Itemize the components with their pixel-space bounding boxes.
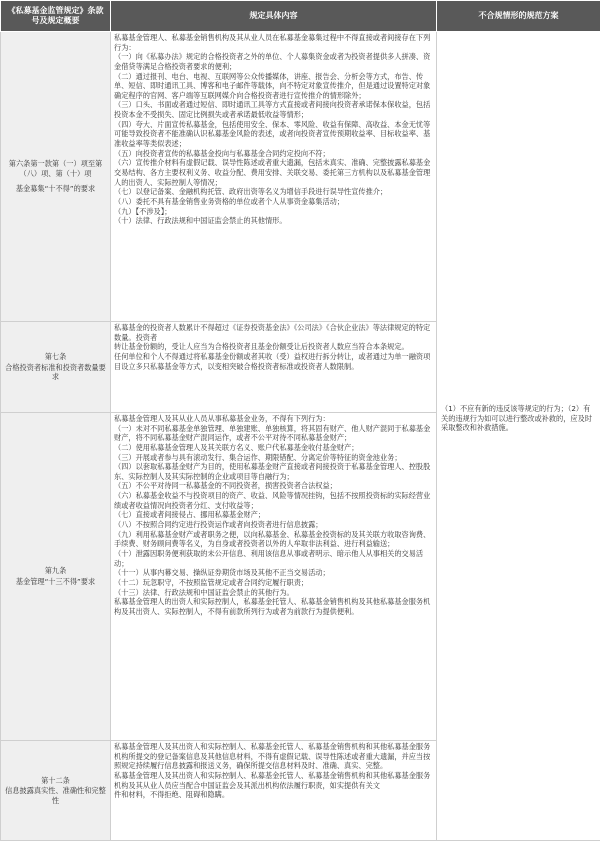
article-number: 第六条第一款第（一）项至第（八）项、第（十）项 [8,159,103,178]
article-cell [1,32,111,322]
article-summary: 信息披露真实性、准确性和完整性 [5,786,106,805]
article-summary: 合格投资者标准和投资者数量要求 [5,362,106,382]
content-line: （六）私募基金收益不与投资项目的资产、收益、风险等情况挂钩，包括不按照投资标的实际经营业绩或者收益情况向投资者分红、支付收益等； [114,491,431,510]
article-number: 第七条 [44,352,67,362]
content-line: （八）委托不具有基金销售业务资格的单位或者个人从事资金募集活动； [114,196,345,206]
content-line: （八）不按照合同约定进行投资运作或者向投资者进行信息披露； [114,520,323,530]
content-line: （二）使用私募基金管理人及其关联方名义、账户代私募基金收付基金财产； [114,442,359,452]
article-cell [1,741,111,841]
content-line: （二）通过报刊、电台、电视、互联网等公众传播媒体，讲座、报告会、分析会等方式，布告、传单、短信、即时通讯工具、博客和电子邮件等载体，向不特定对象宣传推介，但是通过设置特定对象确定程序的官网、客户端等互联网媒介向合格投资者进行宣传推介的情形除外； [114,71,431,100]
content-line: （一）未对不同私募基金单独管理、单独建账、单独核算，将其固有财产、他人财产混同于私募基金财产，将不同私募基金财产混同运作，或者不公平对待不同私募基金财产； [114,423,431,443]
content-line: 转让基金份额的，受让人应当为合格投资者且基金份额受让后投资者人数应当符合本条规定。 [114,342,409,352]
content-line: （四）夸大、片面宣传私募基金，包括使用安全、保本、零风险、收益有保障、高收益、本金无忧等可能导致投资者不能准确认识私募基金风险的表述，或者向投资者宣传预期收益率、目标收益率、基准收益率等类似表述； [114,119,431,149]
content-line: （三）口头、书面或者通过短信、即时通讯工具等方式直接或者间接向投资者承诺保本保收益，包括投资本金不受损失、固定比例损失或者承诺最低收益等情形； [114,100,431,120]
content-line: 件和材料，不得拒绝、阻碍和隐瞒。 [114,790,230,800]
content-line: （四）以套取私募基金财产为目的，使用私募基金财产直接或者间接投资于私募基金管理人、控股股东、实际控制人及其实际控制的企业或项目等自融行为； [114,462,431,481]
article-summary: 基金募集“十不得”的要求 [15,184,96,194]
header-article: 《私募基金监管规定》条款号及规定概要 [1,1,111,32]
content-line: （十三）法律、行政法规和中国证监会禁止的其他行为。 [114,587,294,597]
article-cell [1,322,111,413]
table-row [1,32,600,322]
content-cell [111,413,437,741]
article-cell [1,413,111,741]
content-line: （一）向《私募办法》规定的合格投资者之外的单位、个人募集资金或者为投资者提供多人拼凑、资金借贷等满足合格投资者要求的便利； [114,52,431,71]
content-line: （五）向投资者宣传的私募基金投向与私募基金合同约定投向不符； [114,148,330,158]
content-line: 私募基金的投资者人数累计不得超过《证券投资基金法》《公司法》《合伙企业法》等法律规定的特定数量。投资者 [114,323,431,342]
header-content: 规定具体内容 [111,1,437,32]
content-line: （九）【不涉及】； [114,206,172,216]
content-line: （十）法律、行政法规和中国证监会禁止的其他情形。 [114,216,287,226]
content-cell [111,32,437,322]
article-summary: 基金管理“十三不得”要求 [15,577,96,586]
content-line: （十二）玩忽职守，不按照监管规定或者合同约定履行职责； [114,577,309,587]
content-cell [111,322,437,413]
content-line: 私募基金管理人的出资人和实际控制人，私募基金托管人、私募基金销售机构及其他私募基金服务机构及其出资人、实际控制人，不得有前款所列行为或者为前款行为提供便利。 [114,597,431,616]
content-line: 私募基金管理人、私募基金销售机构及其从业人员在私募基金募集过程中不得直接或者间接存在下列行为： [114,33,431,52]
content-line: （十一）从事内幕交易、操纵证券期货市场及其他不正当交易活动； [114,568,330,578]
content-line: （七）以登记备案、金融机构托管、政府出资等名义为增信手段进行误导性宣传推介； [114,187,388,197]
header-remedy: 不合规情形的规范方案 [437,1,600,32]
content-line: （九）利用私募基金财产或者职务之便，以向私募基金、私募基金投资标的及其关联方收取咨询费、手续费、财务顾问费等名义，为自身或者投资者以外的人牟取非法利益、进行利益输送； [114,529,431,549]
content-line: 任何单位和个人不得通过将私募基金份额或者其收（受）益权进行拆分转让，或者通过为单一融资项目设立多只私募基金等方式，以变相突破合格投资者标准或投资者人数限制。 [114,351,431,371]
content-cell [111,741,437,841]
article-number: 第九条 [44,566,67,576]
content-line: （六）宣传推介材料有虚假记载、误导性陈述或者重大遗漏，包括未真实、准确、完整披露私募基金交易结构、各方主要权利义务、收益分配、费用安排、关联交易、委托第三方机构以及私募基金管理人的出资人、实际控制人等情况； [114,158,431,187]
header-row [1,1,600,32]
remedy-cell [437,32,600,841]
article-number: 第十二条 [41,775,70,785]
content-line: （三）开展或者参与具有滚动发行、集合运作、期限错配、分离定价等特征的资金池业务； [114,452,402,462]
remedy-text: （1）不应有新的违反该等规定的行为；（2）有关的违规行为如可以进行整改或补救的，应及时采取整改和补救措施。 [441,404,592,433]
content-line: （五）不公平对待同一私募基金的不同投资者，损害投资者合法权益； [114,481,337,491]
content-line: （七）直接或者间接侵占、挪用私募基金财产； [114,510,265,520]
content-line: 私募基金管理人及其出资人和实际控制人、私募基金托管人、私募基金销售机构和其他私募基金服务机构及其从业人员应当配合中国证监会及其派出机构依法履行职责，如实提供有关文 [114,770,431,790]
content-line: 私募基金管理人及其出资人和实际控制人、私募基金托管人、私募基金销售机构和其他私募基金服务机构所提交的登记备案信息及其他信息材料，不得有虚假记载、误导性陈述或者重大遗漏，并应当按照规定持续履行信息披露和报送义务，确保所提交信息材料及时、准确、真实、完整。 [114,742,431,771]
content-line: 私募基金管理人及其从业人员从事私募基金业务，不得有下列行为： [114,414,330,423]
content-line: （十）泄露因职务便利获取的未公开信息、利用该信息从事或者明示、暗示他人从事相关的交易活动； [114,548,424,568]
